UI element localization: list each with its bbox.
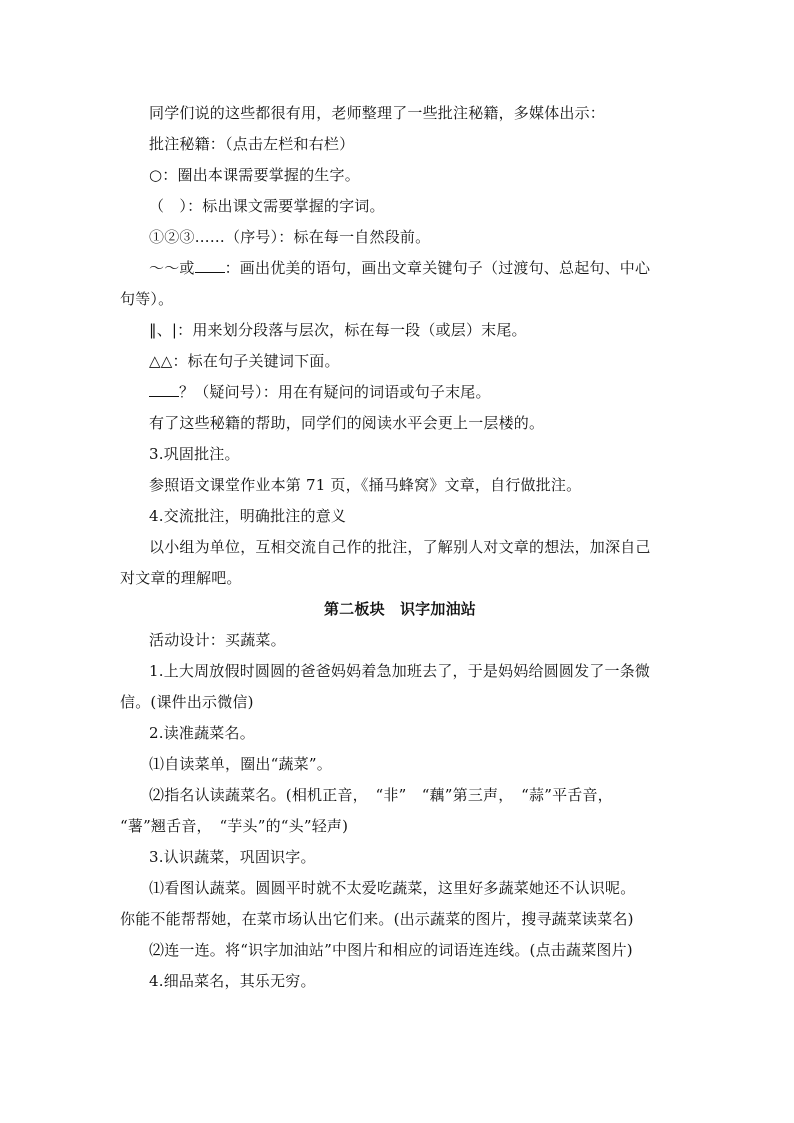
underline-blank [195, 260, 225, 273]
item-3: 3.认识蔬菜，巩固识字。 [149, 848, 316, 866]
tip-triangle: △△：标在句子关键词下面。 [149, 352, 340, 370]
paragraph-summary: 有了这些秘籍的帮助，同学们的阅读水平会更上一层楼的。 [149, 414, 545, 432]
item-2-1: ⑴自读菜单，圈出“蔬菜”。 [149, 755, 332, 773]
item-3-2: ⑵连一连。将“识字加油站”中图片和相应的词语连连线。(点击蔬菜图片) [149, 941, 633, 959]
tip-wavy-line [120, 253, 680, 284]
item-1-cont: 信。(课件出示微信) [120, 693, 254, 711]
item-1: 1.上大周放假时圆圆的爸爸妈妈着急加班去了，于是妈妈给圆圆发了一条微 [149, 662, 651, 680]
tip-division: ‖、|：用来划分段落与层次，标在每一段（或层）末尾。 [149, 321, 527, 339]
step-4-heading: 4.交流批注，明确批注的意义 [149, 507, 347, 525]
item-4: 4.细品菜名，其乐无穷。 [149, 972, 316, 990]
tip-wavy-line-text: ：画出优美的语句，画出文章关键句子（过渡句、总起句、中心 [224, 259, 651, 277]
step-3-text: 参照语文课堂作业本第 71 页，《捅马蜂窝》文章，自行做批注。 [149, 476, 582, 494]
tip-question [120, 377, 680, 408]
document-body [120, 98, 680, 997]
underline-blank [149, 384, 179, 397]
tip-wavy-line-cont: 句等）。 [120, 290, 174, 308]
item-2: 2.读准蔬菜名。 [149, 724, 255, 742]
paragraph-tips-title: 批注秘籍：（点击左栏和右栏） [149, 135, 355, 153]
tip-parentheses: （ ）：标出课文需要掌握的字词。 [149, 197, 385, 215]
step-4-text: 以小组为单位，互相交流自己作的批注，了解别人对文章的想法，加深自己 [149, 538, 651, 556]
tip-numbering: ①②③……（序号）：标在每一自然段前。 [149, 228, 431, 246]
tip-circle: ○：圈出本课需要掌握的生字。 [149, 166, 360, 184]
step-3-heading: 3.巩固批注。 [149, 445, 240, 463]
section-heading: 第二板块 识字加油站 [323, 600, 476, 618]
activity-design: 活动设计：买蔬菜。 [149, 631, 286, 649]
item-2-2: ⑵指名认读蔬菜名。(相机正音， “非” “藕”第三声， “蒜”平舌音， [149, 786, 613, 804]
item-3-1-cont: 你能不能帮帮她，在菜市场认出它们来。(出示蔬菜的图片，搜寻蔬菜读菜名) [120, 910, 634, 928]
paragraph-intro: 同学们说的这些都很有用，老师整理了一些批注秘籍，多媒体出示： [149, 104, 606, 122]
item-2-2-cont: “薯”翘舌音， “芋头”的“头”轻声) [120, 817, 349, 835]
item-3-1: ⑴看图认蔬菜。圆圆平时就不太爱吃蔬菜，这里好多蔬菜她还不认识呢。 [149, 879, 636, 897]
tip-wavy-line-prefix: ～～或 [149, 259, 195, 277]
tip-question-text: ？（疑问号）：用在有疑问的词语或句子末尾。 [179, 383, 491, 401]
step-4-text-cont: 对文章的理解吧。 [120, 569, 242, 587]
